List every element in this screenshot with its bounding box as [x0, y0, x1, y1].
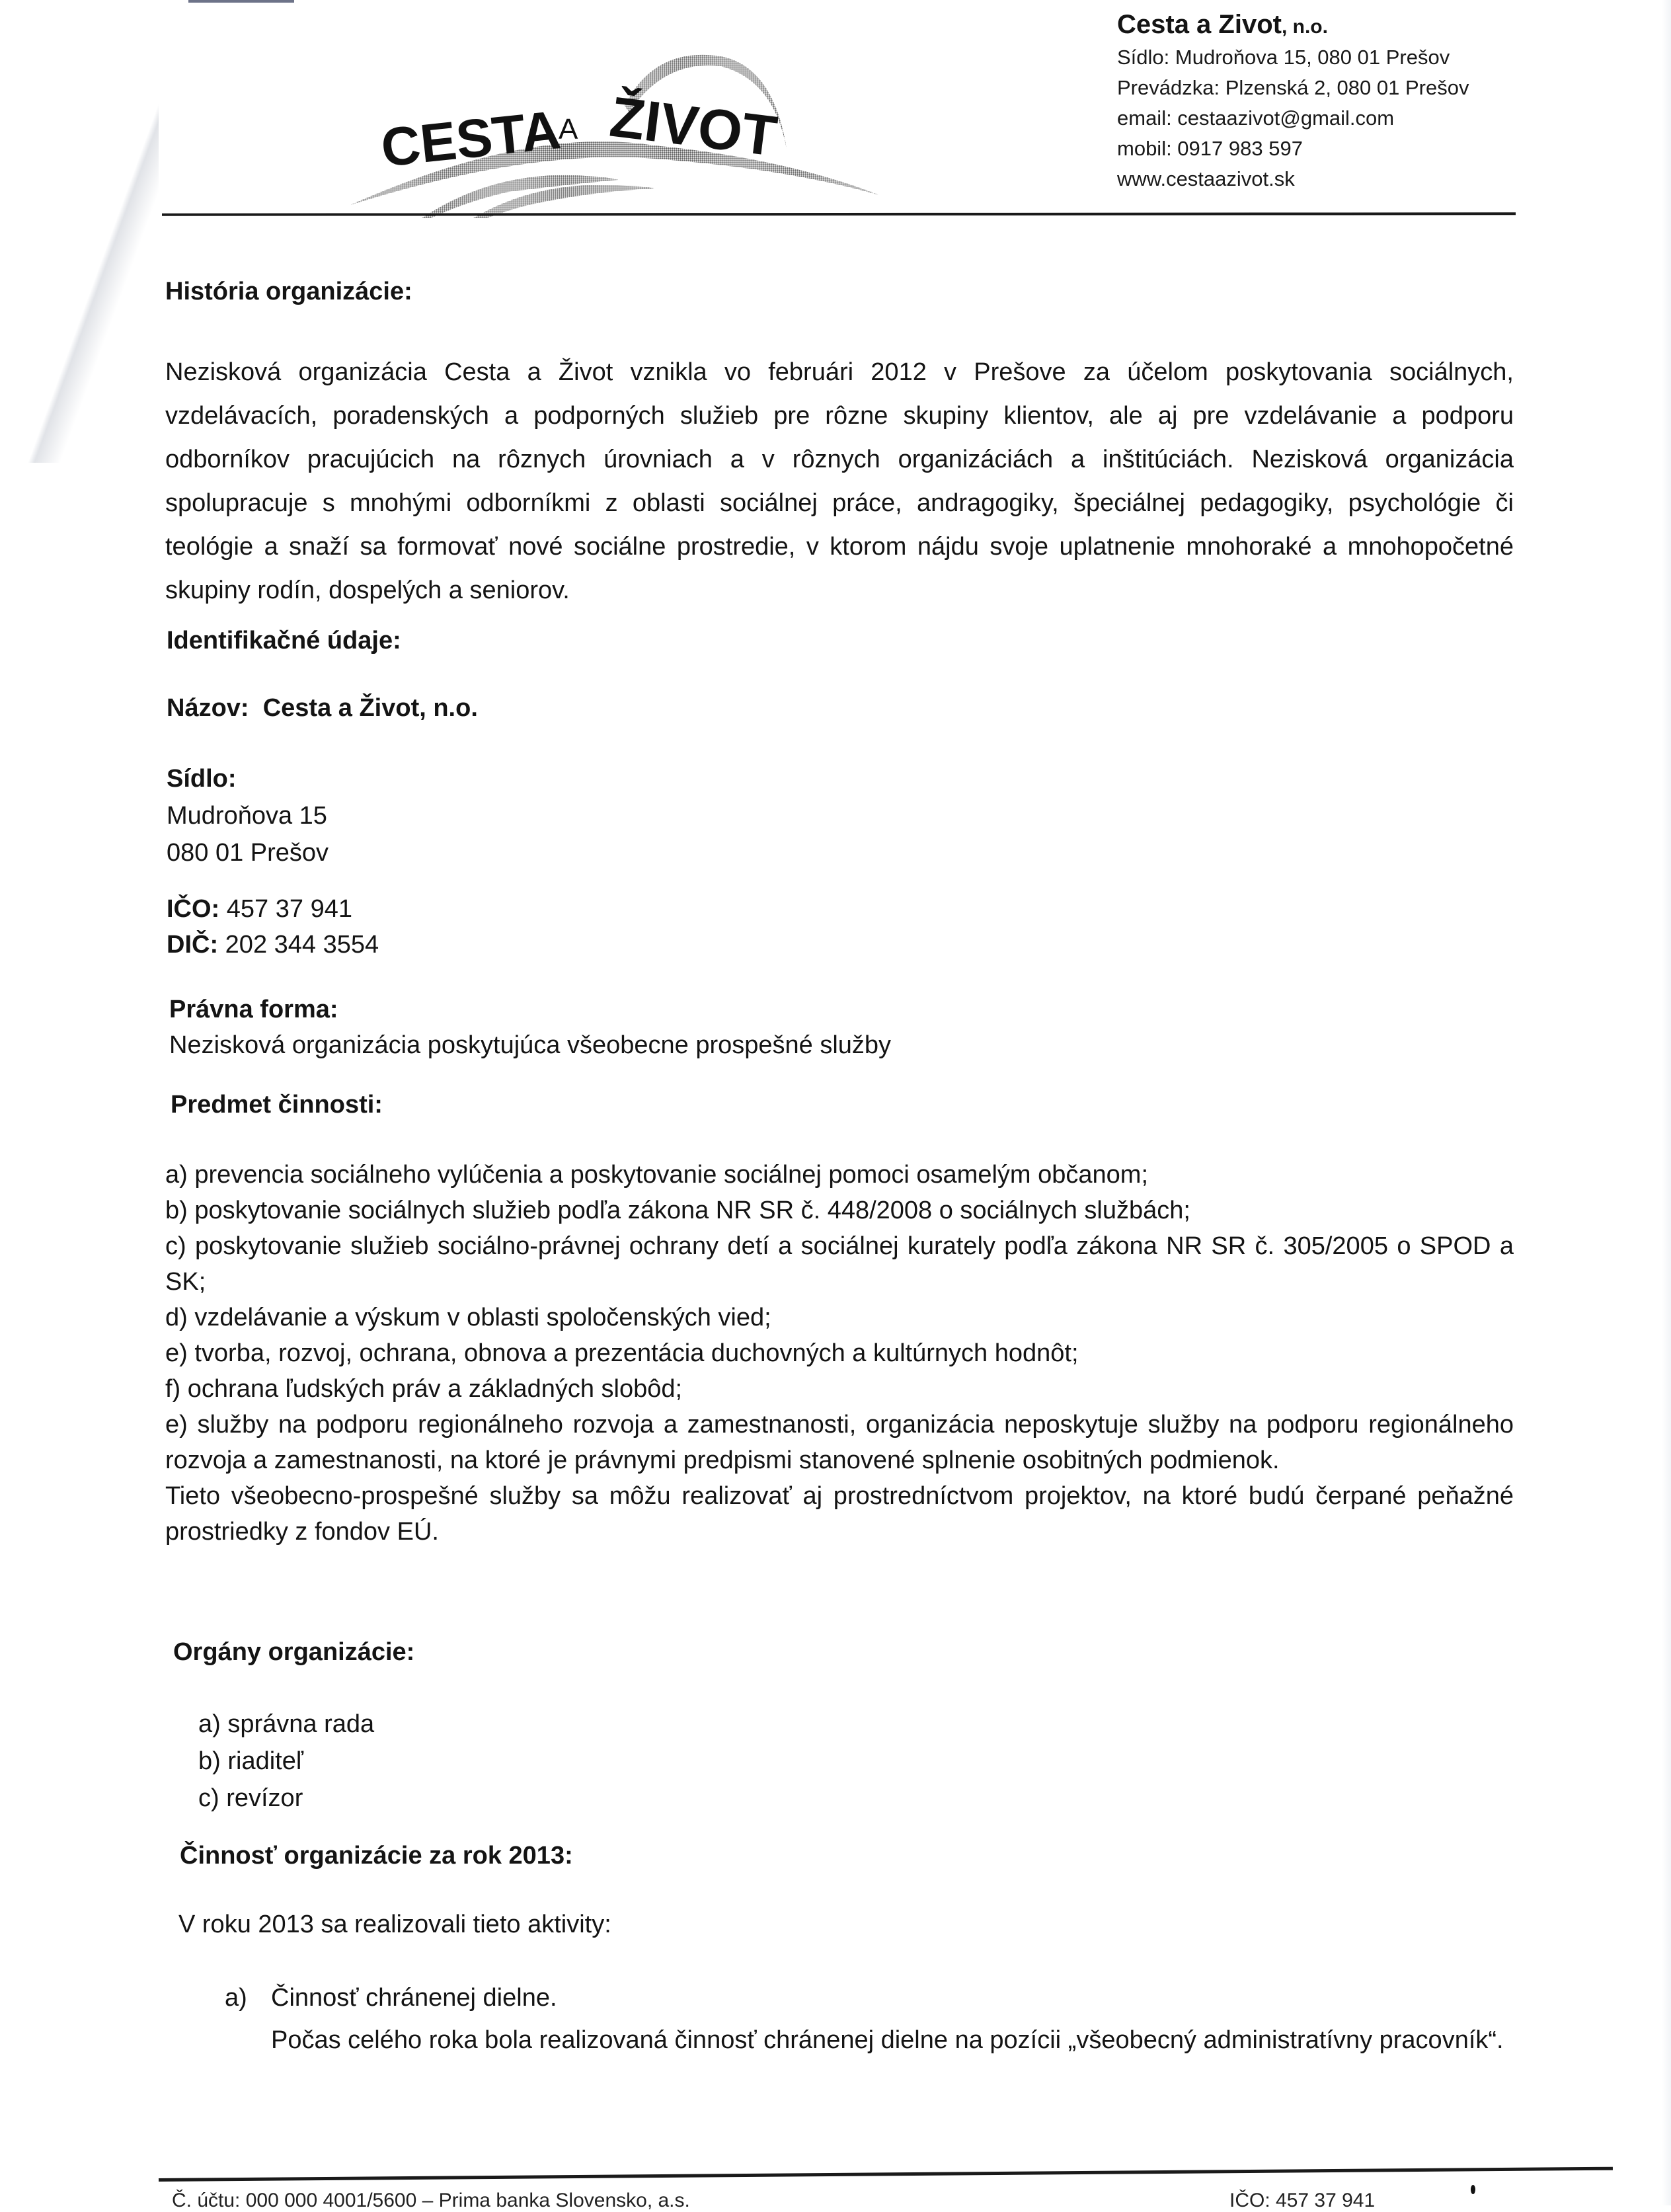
activity-2013-intro: V roku 2013 sa realizovali tieto aktivity:: [178, 1911, 611, 1938]
activity-2013-item-title: Činnosť chránenej dielne.: [271, 1984, 557, 2012]
header-premises: Prevádzka: Plzenská 2, 080 01 Prešov: [1117, 76, 1469, 99]
header-contact-block: [1117, 9, 1469, 194]
footer-divider: [159, 2167, 1613, 2182]
activity-item-a: a) prevencia sociálneho vylúčenia a poskytovanie sociálnej pomoci osamelým občanom;: [165, 1161, 1149, 1189]
seat-block: [167, 760, 329, 871]
history-heading: História organizácie:: [165, 278, 412, 305]
activity-2013-item-title-row: [225, 1977, 1514, 2019]
name-label: Názov:: [167, 694, 249, 722]
body-item-director: b) riaditeľ: [198, 1747, 303, 1775]
scan-speck: [1471, 2185, 1475, 2194]
activity-item-d: d) vzdelávanie a výskum v oblasti spoločenských vied;: [165, 1304, 771, 1331]
dic-row: [167, 927, 379, 963]
header-mobile: mobil: 0917 983 597: [1117, 137, 1303, 160]
ico-row: [167, 891, 379, 927]
footer-ico: IČO: 457 37 941: [1229, 2190, 1376, 2211]
seat-street: Mudroňova 15: [167, 802, 327, 830]
header-email: email: cestaazivot@gmail.com: [1117, 106, 1395, 130]
activity-2013-item-text: Počas celého roka bola realizovaná činnosť chránenej dielne na pozícii „všeobecný administratívny pracovník“.: [271, 2026, 1504, 2054]
scan-fold-shadow: [0, 0, 159, 463]
activity-item-e: e) tvorba, rozvoj, ochrana, obnova a prezentácia duchovných a kultúrnych hodnôt;: [165, 1339, 1079, 1367]
body-item-board: a) správna rada: [198, 1710, 375, 1738]
legal-form-value: Nezisková organizácia poskytujúca všeobecne prospešné služby: [169, 1031, 892, 1059]
activity-item-c: c) poskytovanie služieb sociálno-právnej ochrany detí a sociálnej kurately podľa zákona NR SR č. 305/2005 o SPOD a SK;: [165, 1232, 1514, 1296]
dic-label: DIČ:: [167, 931, 219, 959]
bodies-heading: Orgány organizácie:: [173, 1638, 415, 1666]
identification-heading: Identifikačné údaje:: [167, 627, 401, 654]
name-value: Cesta a Život, n.o.: [262, 694, 478, 722]
legal-form-block: [169, 992, 891, 1063]
legal-form-label: Právna forma:: [169, 996, 338, 1023]
activities-note: Tieto všeobecno-prospešné služby sa môžu realizovať aj prostredníctvom projektov, na ktoré budú čerpané peňažné prostriedky z fondov EÚ.: [165, 1482, 1514, 1546]
name-row: [167, 694, 478, 723]
ico-value: 457 37 941: [226, 895, 352, 923]
activity-2013-item: [225, 1977, 1514, 2061]
logo-word-cesta: CESTA: [378, 99, 564, 178]
organization-logo: [311, 26, 892, 218]
activity-item-f: f) ochrana ľudských práv a základných slobôd;: [165, 1375, 683, 1403]
header-website: www.cestaazivot.sk: [1117, 167, 1295, 190]
activity-2013-heading: Činnosť organizácie za rok 2013:: [180, 1842, 573, 1870]
history-text: Nezisková organizácia Cesta a Život vznikla vo februári 2012 v Prešove za účelom poskytovania sociálnych, vzdelávacích, poradenských a podporných služieb pre rôzne skupiny klientov, ale aj pre vzdelávanie a podporu odborníkov pracujúcich na rôznych úrovniach a v rôznych organizáciách a inštitúciách. Nezisková organizácia spolupracuje s mnohými odborníkmi z oblasti sociálnej práce, andragogiky, špeciálnej pedagogiky, psychológie či teológie a snaží sa formovať nové sociálne prostredie, v ktorom nájdu svoje uplatnenie mnohoraké a mnohopočetné skupiny rodín, dospelých a seniorov.: [165, 358, 1514, 604]
ico-label: IČO:: [167, 895, 220, 923]
seat-city: 080 01 Prešov: [167, 839, 329, 867]
header-org-name: [1117, 9, 1469, 42]
seat-label: Sídlo:: [167, 765, 237, 793]
scan-edge-mark: [188, 0, 294, 3]
activity-2013-item-letter: a): [225, 1984, 247, 2012]
activities-heading: Predmet činnosti:: [171, 1091, 383, 1119]
org-name-suffix: , n.o.: [1281, 16, 1328, 38]
body-item-auditor: c) revízor: [198, 1784, 303, 1812]
dic-value: 202 344 3554: [225, 931, 379, 959]
header-seat: Sídlo: Mudroňova 15, 080 01 Prešov: [1117, 46, 1450, 69]
header-divider: [162, 212, 1516, 216]
footer-bank-account: Č. účtu: 000 000 4001/5600 – Prima banka Slovensko, a.s.: [172, 2190, 690, 2211]
org-name-text: Cesta a Zivot: [1117, 10, 1282, 39]
tax-ids-block: [167, 891, 379, 963]
activities-list: [165, 1157, 1514, 1550]
logo-word-a: A: [559, 113, 578, 145]
logo-word-zivot: ŽIVOT: [606, 85, 781, 169]
scan-right-edge: [1662, 0, 1671, 2205]
activity-item-b: b) poskytovanie sociálnych služieb podľa zákona NR SR č. 448/2008 o sociálnych službách;: [165, 1197, 1190, 1224]
activity-item-e2: e) služby na podporu regionálneho rozvoja a zamestnanosti, organizácia neposkytuje služby na podporu regionálneho rozvoja a zamestnanosti, na ktoré je právnymi predpismi stanovené splnenie osobitných podmienok.: [165, 1411, 1514, 1474]
svg-text:CESTA: [378, 100, 563, 178]
bodies-list: [198, 1706, 374, 1817]
